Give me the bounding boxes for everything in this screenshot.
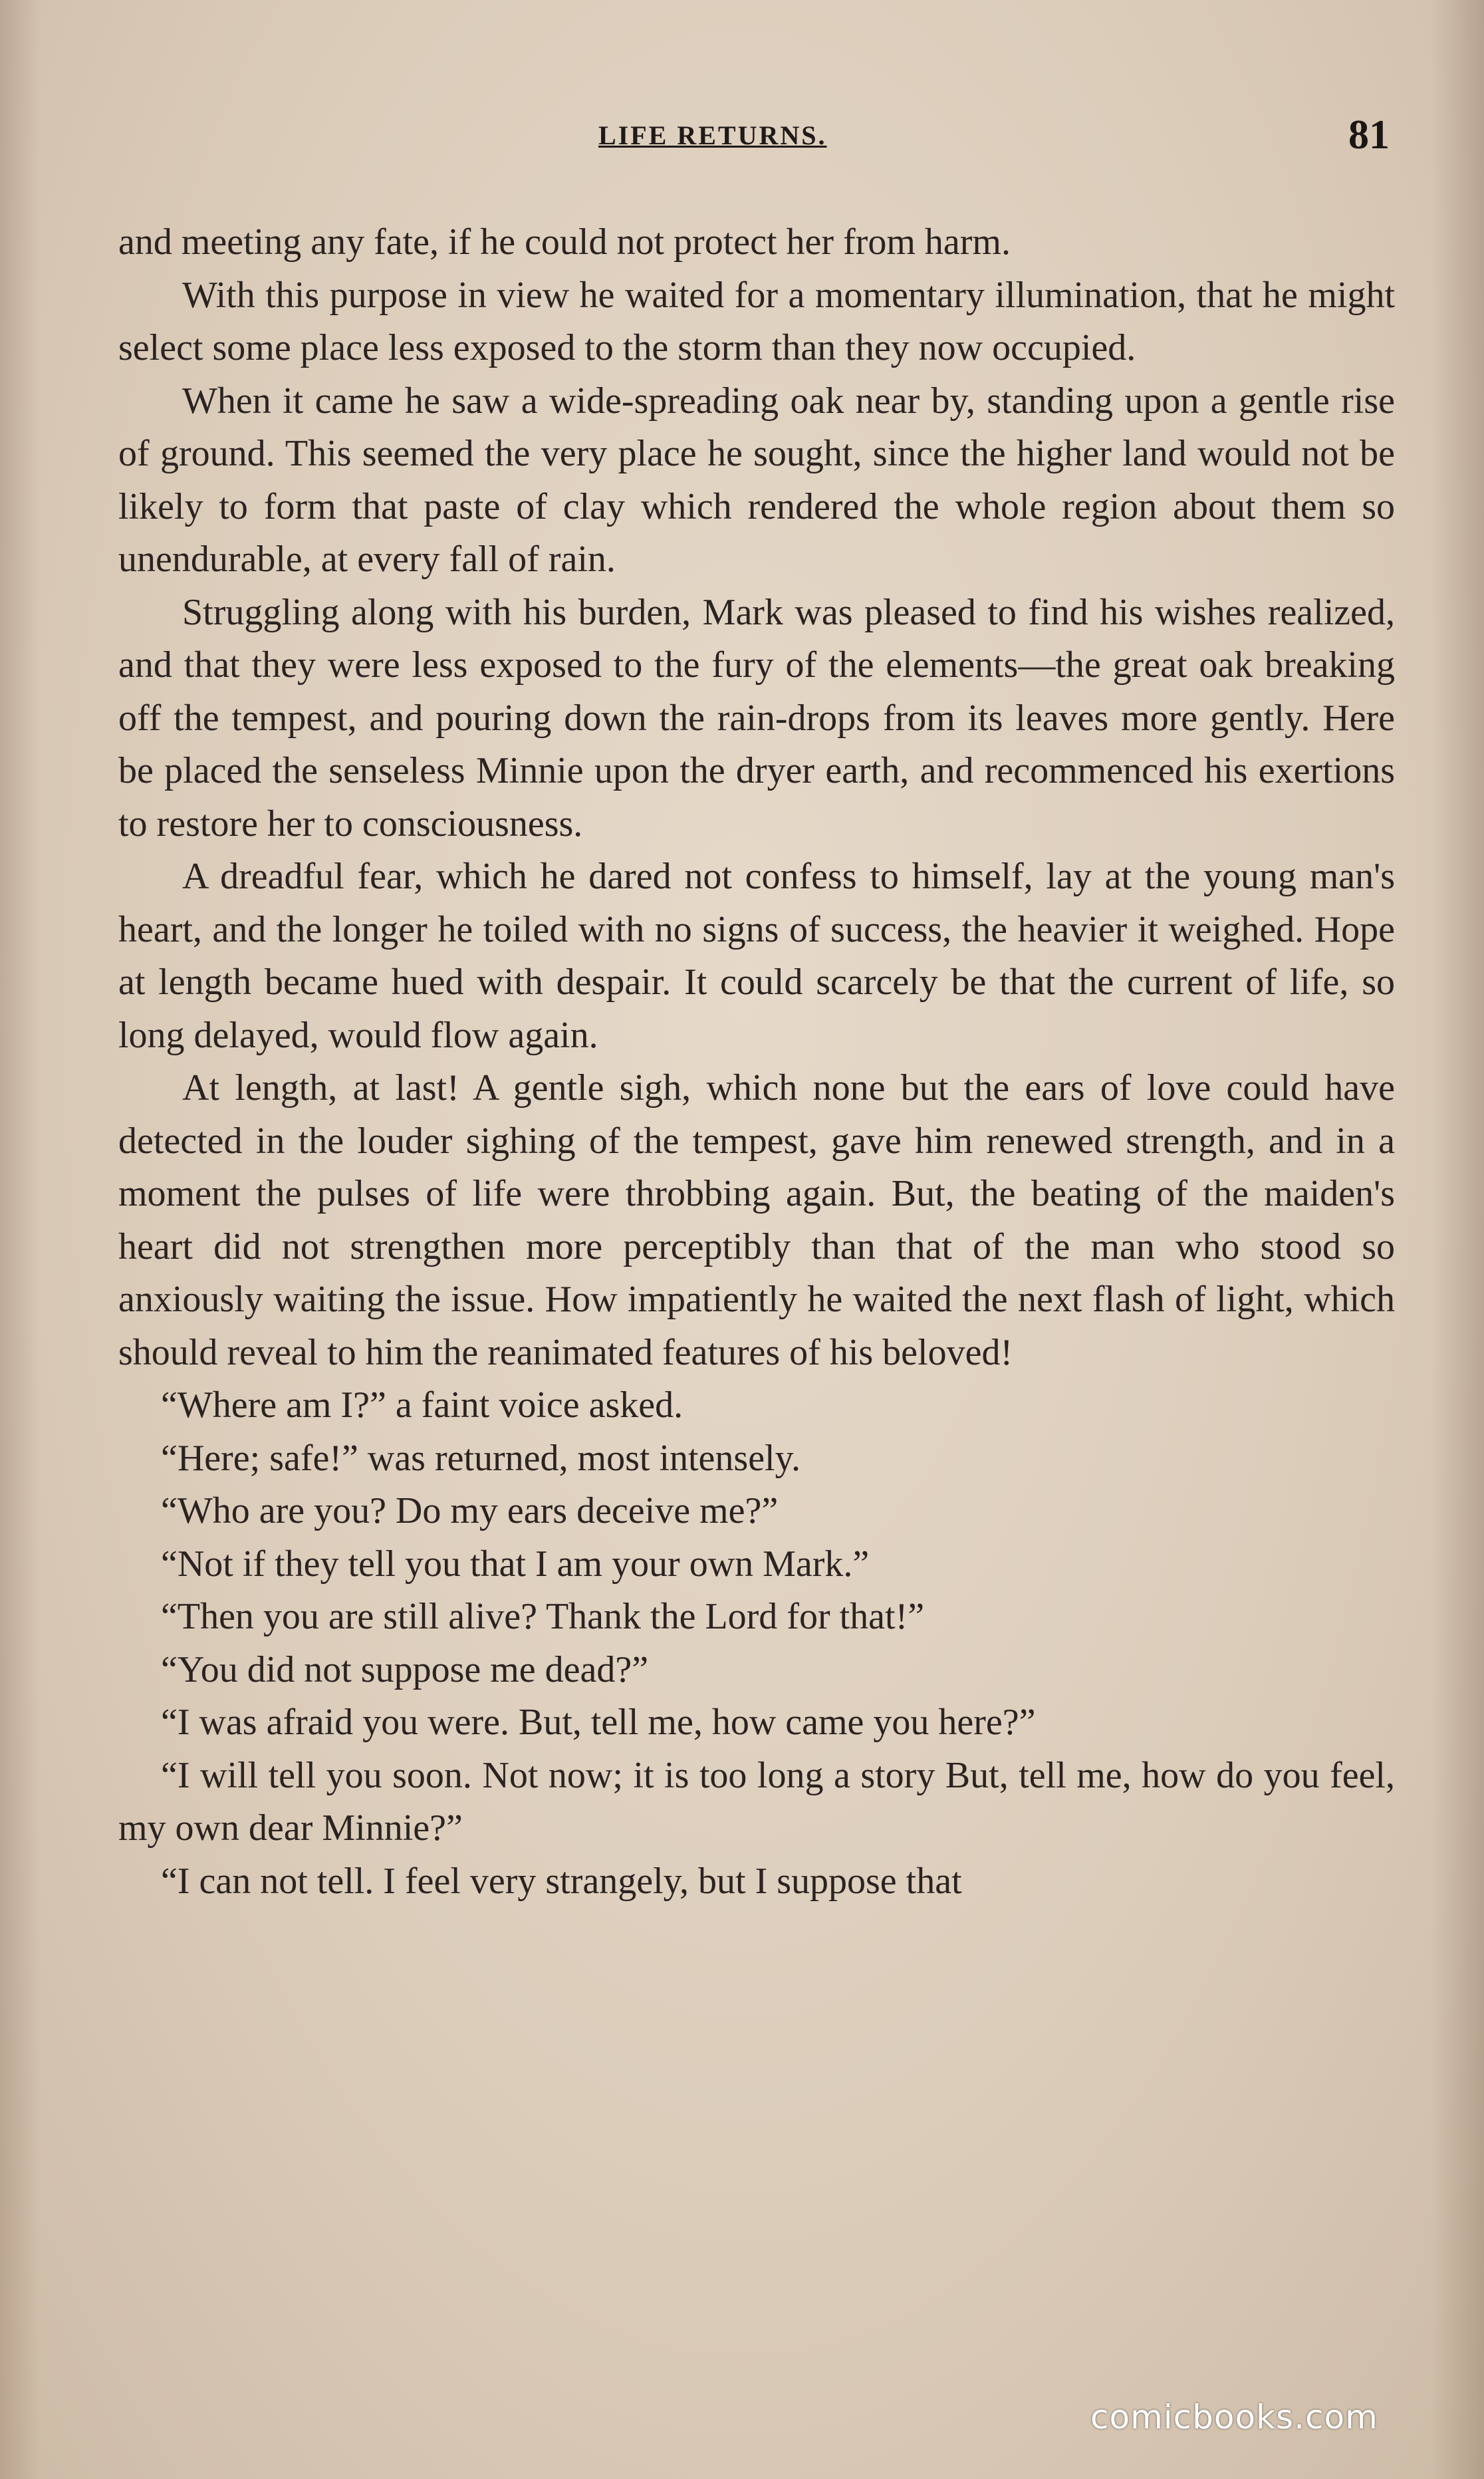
dialogue-line: “Then you are still alive? Thank the Lord for that!” xyxy=(161,1596,925,1637)
page-number: 81 xyxy=(1348,112,1390,158)
site-watermark: comicbooks.com xyxy=(1090,2398,1378,2436)
page-edge-shadow-right xyxy=(1431,0,1484,2479)
dialogue-line: “I was afraid you were. But, tell me, how came you here?” xyxy=(161,1702,1036,1743)
paragraph: At length, at last! A gentle sigh, which none but the ears of love could have detected in the louder sighing of the tempest, gave him renewed strength, and in a moment the pulses of life were throbbing again. But, the beating of the maiden's heart did not strengthen more perceptibly than that of the man who stood so anxiously waiting the issue. How impatiently he waited the next flash of light, which should reveal to him the reanimated features of his beloved! xyxy=(118,1067,1395,1373)
dialogue-line: “Not if they tell you that I am your own Mark.” xyxy=(161,1543,870,1585)
dialogue-line: “I will tell you soon. Not now; it is too long a story But, tell me, how do you feel, my own dear Minnie?” xyxy=(118,1754,1395,1849)
running-head: LIFE RETURNS. xyxy=(598,120,827,150)
dialogue-line: “Where am I?” a faint voice asked. xyxy=(161,1384,683,1426)
paragraph: With this purpose in view he waited for a momentary illumination, that he might select some place less exposed to the storm than they now occupied. xyxy=(118,274,1395,368)
dialogue-line: “Who are you? Do my ears deceive me?” xyxy=(161,1490,779,1531)
dialogue-line: “Here; safe!” was returned, most intensely. xyxy=(161,1437,801,1479)
paragraph: Struggling along with his burden, Mark was pleased to find his wishes realized, and that they were less exposed to the fury of the elements—the great oak breaking off the tempest, and pouring down the rain-drops from its leaves more gently. Here be placed the senseless Minnie upon the dryer earth, and recommenced his exertions to restore her to consciousness. xyxy=(118,591,1395,845)
dialogue-line: “I can not tell. I feel very strangely, but I suppose that xyxy=(161,1860,962,1902)
paragraph: A dreadful fear, which he dared not confess to himself, lay at the young man's heart, and the longer he toiled with no signs of success, the heavier it weighed. Hope at length became hued with despair. It could scarcely be that the current of life, so long delayed, would flow again. xyxy=(118,856,1395,1056)
page-edge-shadow-left xyxy=(0,0,40,2479)
paragraph: and meeting any fate, if he could not protect her from harm. xyxy=(118,221,1011,263)
dialogue-line: “You did not suppose me dead?” xyxy=(161,1648,649,1690)
body-text xyxy=(118,216,1395,1908)
paragraph: When it came he saw a wide-spreading oak near by, standing upon a gentle rise of ground. This seemed the very place he sought, since the higher land would not be likely to form that paste of clay which rendered the whole region about them so unendurable, at every fall of rain. xyxy=(118,380,1395,580)
